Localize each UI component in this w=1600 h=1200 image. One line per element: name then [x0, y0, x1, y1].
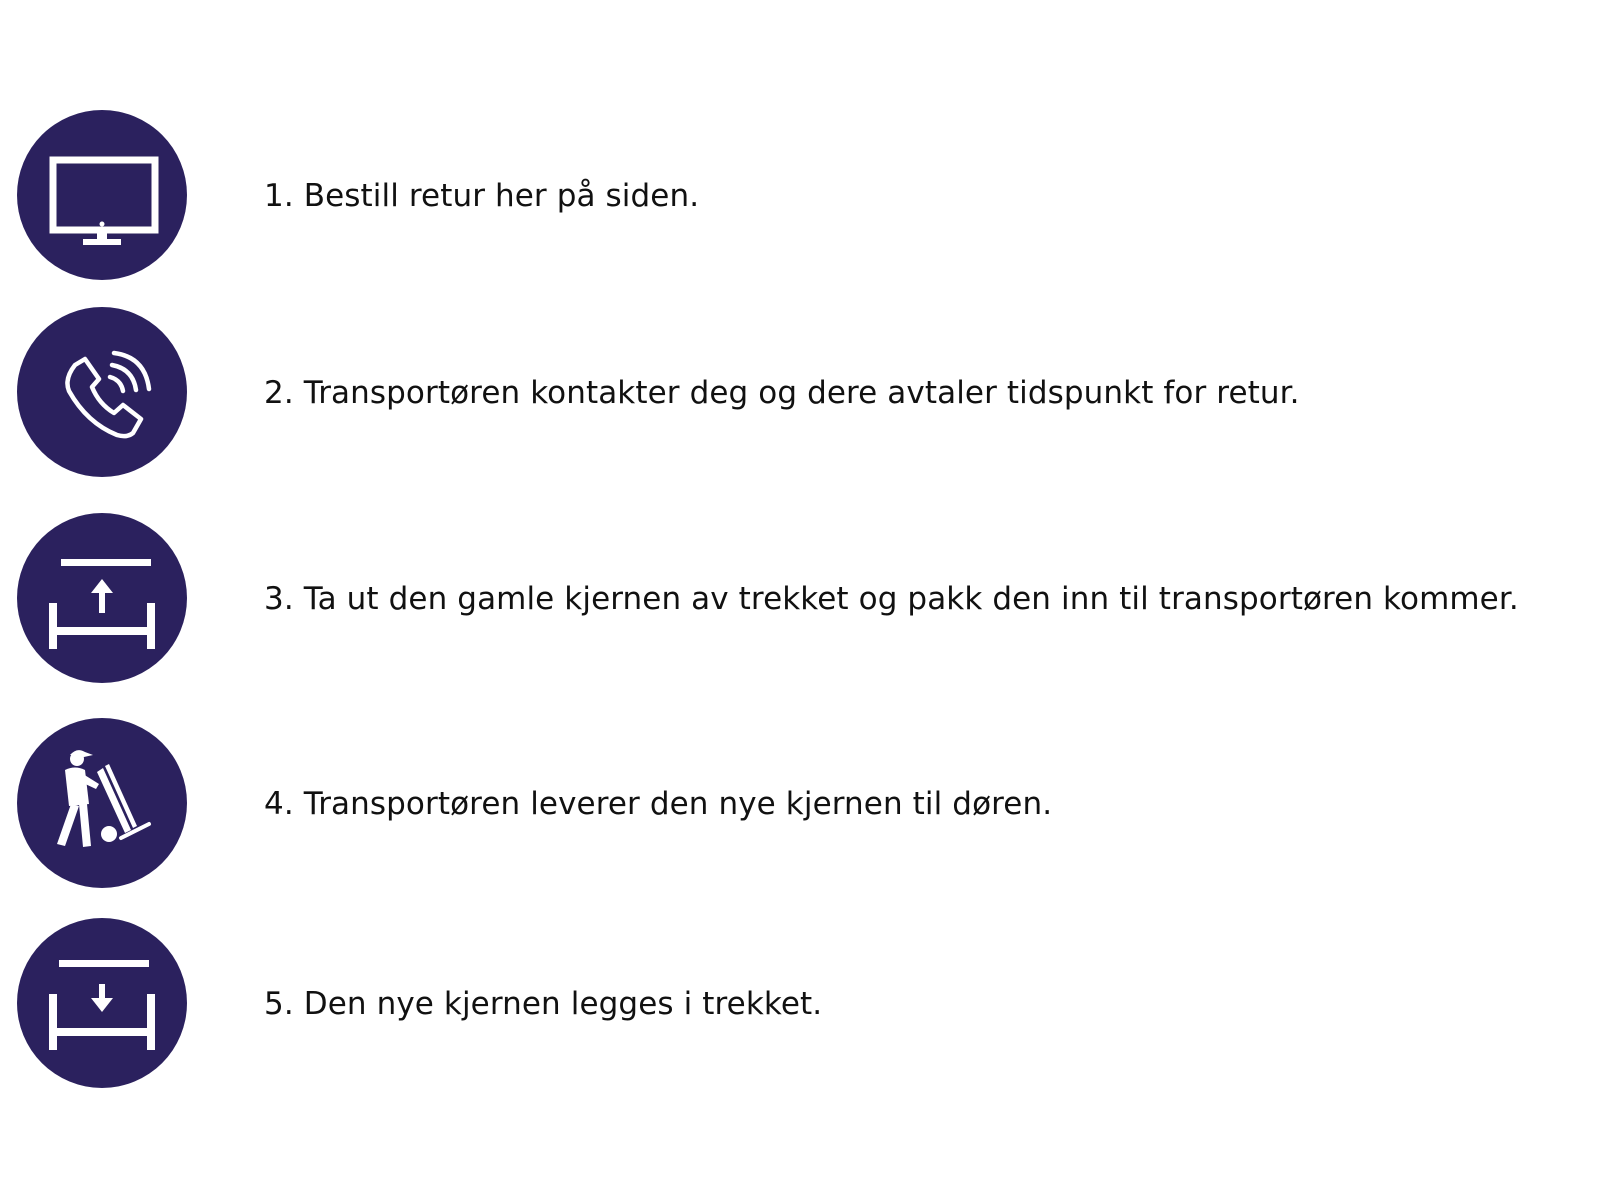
phone-ringing-icon — [17, 307, 187, 477]
delivery-person-hand-truck-icon — [17, 718, 187, 888]
monitor-icon — [17, 110, 187, 280]
step-text: 5. Den nye kjernen legges i trekket. — [264, 986, 823, 1022]
step-icon-circle — [17, 513, 187, 683]
step-text: 3. Ta ut den gamle kjernen av trekket og pakk den inn til transportøren kommer. — [264, 581, 1519, 617]
step-text: 1. Bestill retur her på siden. — [264, 178, 700, 214]
step-icon-circle — [17, 307, 187, 477]
bed-arrow-up-icon — [17, 513, 187, 683]
step-3 — [0, 513, 1600, 693]
step-text: 4. Transportøren leverer den nye kjernen til døren. — [264, 786, 1053, 822]
step-2 — [0, 307, 1600, 487]
step-icon-circle — [17, 718, 187, 888]
bed-arrow-down-icon — [17, 918, 187, 1088]
step-4 — [0, 718, 1600, 898]
step-5 — [0, 918, 1600, 1098]
step-icon-circle — [17, 918, 187, 1088]
step-icon-circle — [17, 110, 187, 280]
step-1 — [0, 110, 1600, 290]
step-text: 2. Transportøren kontakter deg og dere avtaler tidspunkt for retur. — [264, 375, 1300, 411]
